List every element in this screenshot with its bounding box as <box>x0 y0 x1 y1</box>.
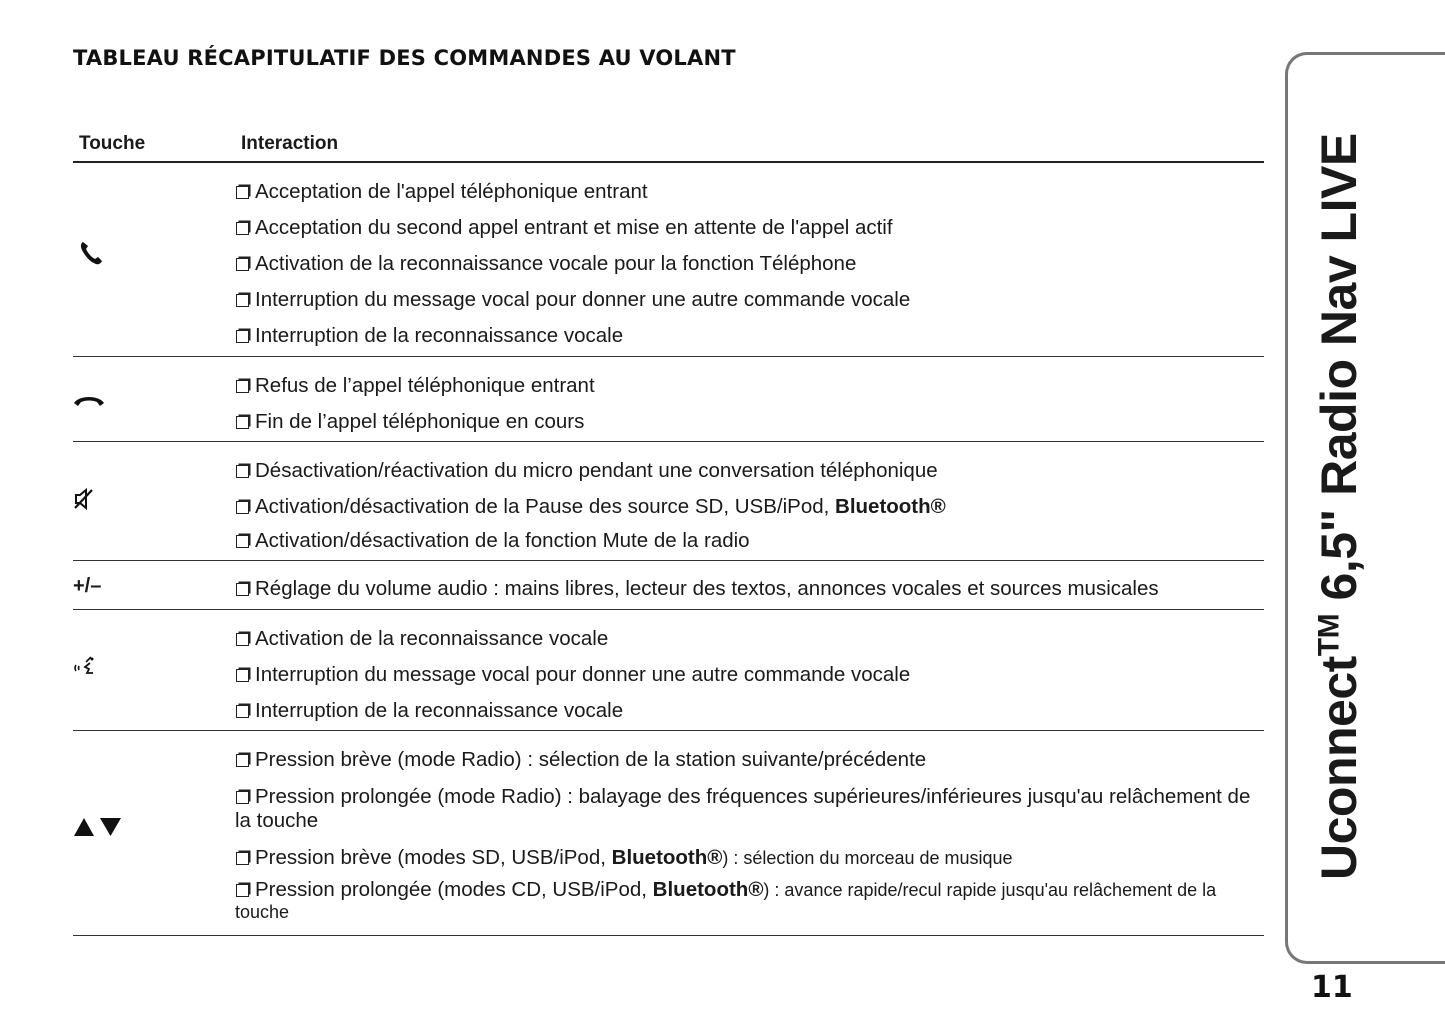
interaction-cell <box>235 357 1264 441</box>
list-item: Désactivation/réactivation du micro pendant une conversation téléphonique <box>235 459 1264 483</box>
page-title: TABLEAU RÉCAPITULATIF DES COMMANDES AU VOLANT <box>73 46 736 70</box>
phone-hangup-icon <box>73 393 105 412</box>
interaction-cell <box>235 561 1264 609</box>
interaction-cell <box>235 731 1264 935</box>
checkbox-bullet-icon <box>236 754 249 767</box>
key-cell <box>73 561 235 609</box>
list-item: Réglage du volume audio : mains libres, lecteur des textos, annonces vocales et sources musicales <box>235 577 1264 601</box>
list-item: Interruption de la reconnaissance vocale <box>235 324 1264 348</box>
checkbox-bullet-icon <box>236 791 249 804</box>
list-item: Interruption du message vocal pour donner une autre commande vocale <box>235 288 1264 312</box>
table-row <box>73 561 1264 610</box>
checkbox-bullet-icon <box>236 186 249 199</box>
page-number: 11 <box>1311 970 1353 1005</box>
list-item: Acceptation du second appel entrant et mise en attente de l'appel actif <box>235 216 1264 240</box>
mute-icon <box>74 488 94 515</box>
checkbox-bullet-icon <box>236 416 249 429</box>
key-cell <box>73 163 235 356</box>
checkbox-bullet-icon <box>236 705 249 718</box>
table-header <box>73 129 1264 163</box>
checkbox-bullet-icon <box>236 501 249 514</box>
volume-key-label: +/– <box>73 575 102 597</box>
up-down-arrows-icon <box>73 817 123 842</box>
commands-table <box>73 129 1264 936</box>
interaction-cell <box>235 610 1264 730</box>
checkbox-bullet-icon <box>236 258 249 271</box>
key-cell <box>73 731 235 935</box>
key-cell <box>73 357 235 441</box>
phone-answer-icon <box>79 240 103 271</box>
table-row <box>73 731 1264 936</box>
table-row <box>73 357 1264 442</box>
table-row <box>73 442 1264 561</box>
checkbox-bullet-icon <box>236 884 249 897</box>
checkbox-bullet-icon <box>236 222 249 235</box>
key-cell <box>73 610 235 730</box>
list-item: Acceptation de l'appel téléphonique entrant <box>235 180 1264 204</box>
list-item: Pression prolongée (modes CD, USB/iPod, Bluetooth®) : avance rapide/recul rapide jusqu'au relâchement de la touche <box>235 878 1217 922</box>
key-cell <box>73 442 235 560</box>
voice-command-icon <box>73 655 97 682</box>
list-item: Activation/désactivation de la fonction Mute de la radio <box>235 529 1264 553</box>
list-item: Pression brève (modes SD, USB/iPod, Bluetooth®) : sélection du morceau de musique <box>235 846 1264 870</box>
list-item: Pression brève (mode Radio) : sélection de la station suivante/précédente <box>235 748 1264 772</box>
list-item: Activation de la reconnaissance vocale <box>235 627 1264 651</box>
checkbox-bullet-icon <box>236 380 249 393</box>
chapter-title: Uconnect™ 6,5" Radio Nav LIVE <box>1311 133 1367 880</box>
header-key: Touche <box>79 133 146 154</box>
table-row <box>73 610 1264 731</box>
list-item: Interruption du message vocal pour donner une autre commande vocale <box>235 663 1264 687</box>
checkbox-bullet-icon <box>236 330 249 343</box>
interaction-cell <box>235 163 1264 356</box>
header-interaction: Interaction <box>241 133 339 154</box>
list-item: Activation de la reconnaissance vocale pour la fonction Téléphone <box>235 252 1264 276</box>
checkbox-bullet-icon <box>236 852 249 865</box>
list-item: Activation/désactivation de la Pause des source SD, USB/iPod, Bluetooth® <box>235 495 1264 519</box>
interaction-cell <box>235 442 1264 560</box>
table-row <box>73 163 1264 357</box>
checkbox-bullet-icon <box>236 633 249 646</box>
list-item: Pression prolongée (mode Radio) : balayage des fréquences supérieures/inférieures jusqu'au relâchement de la touche <box>235 785 1251 832</box>
list-item: Fin de l’appel téléphonique en cours <box>235 410 1264 434</box>
checkbox-bullet-icon <box>236 583 249 596</box>
list-item: Interruption de la reconnaissance vocale <box>235 699 1264 723</box>
checkbox-bullet-icon <box>236 294 249 307</box>
list-item: Refus de l’appel téléphonique entrant <box>235 374 1264 398</box>
checkbox-bullet-icon <box>236 465 249 478</box>
checkbox-bullet-icon <box>236 669 249 682</box>
checkbox-bullet-icon <box>236 535 249 548</box>
